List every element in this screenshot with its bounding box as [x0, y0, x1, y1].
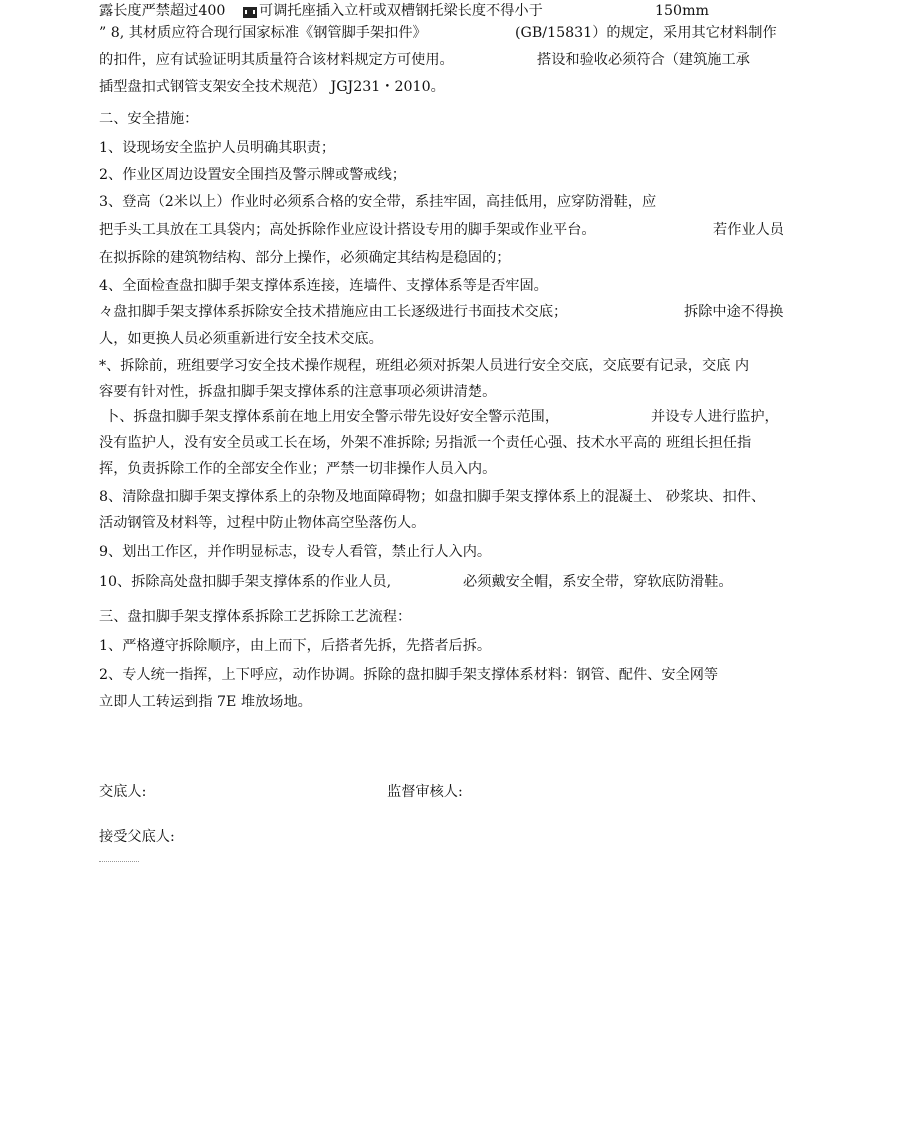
- text-segment: 1、设现场安全监护人员明确其职责；: [99, 140, 336, 156]
- text-segment: 三、盘扣脚手架支撑体系拆除工艺拆除工艺流程：: [99, 609, 412, 625]
- text-segment: 插型盘扣式钢管支架安全技术规范） JGJ231・2010。: [99, 79, 445, 95]
- text-segment: 交底人:: [99, 784, 147, 800]
- text-segment: 8、清除盘扣脚手架支撑体系上的杂物及地面障碍物；如盘扣脚手架支撑体系上的混凝土、 砂浆块、扣件、: [99, 489, 766, 505]
- text-segment: 没有监护人，没有安全员或工长在场，外架不准拆除; 另指派一个责任心强、技术水平高的 班组长担任指: [99, 435, 752, 451]
- reviewer-label: [387, 783, 463, 837]
- text-segment: 活动钢管及材料等，过程中防止物体高空坠落伤人。: [99, 515, 426, 531]
- text-segment: 接受父底人:: [99, 829, 175, 845]
- text-segment: 々盘扣脚手架支撑体系拆除安全技术措施应由工长逐级进行书面技术交底；: [99, 304, 568, 320]
- text-segment: 容要有针对性，拆盘扣脚手架支撑体系的注意事项必须讲清楚。: [99, 384, 497, 400]
- text-segment: 挥，负责拆除工作的全部安全作业；严禁一切非操作人员入内。: [99, 461, 497, 477]
- text-segment: 4、全面检查盘扣脚手架支撑体系连接，连墙件、支撑体系等是否牢固。: [99, 278, 548, 294]
- text-segment: 拆除中途不得换: [684, 304, 784, 320]
- mm-icon: [241, 4, 259, 22]
- text-segment: 露长度严禁超过400: [99, 3, 226, 19]
- text-segment: 人，如更换人员必须重新进行安全技术交底。: [99, 331, 383, 347]
- signature-divider: [99, 860, 139, 862]
- text-segment: 搭设和验收必须符合（建筑施工承: [537, 52, 750, 68]
- text-segment: 立即人工转运到指 7E 堆放场地。: [99, 694, 312, 710]
- text-segment: 必须戴安全帽，系安全带，穿软底防滑鞋。: [463, 574, 733, 590]
- text-segment: 并设专人进行监护，: [651, 409, 779, 425]
- text-segment: 可调托座插入立杆或双槽钢托梁长度不得小于: [259, 3, 543, 19]
- text-segment: 把手头工具放在工具袋内；高处拆除作业应设计搭设专用的脚手架或作业平台。: [99, 222, 596, 238]
- text-segment: ” 8, 其材质应符合现行国家标准《钢管脚手架扣件》: [99, 25, 427, 41]
- text-segment: (GB/15831）的规定，采用其它材料制作: [515, 25, 777, 41]
- text-segment: 1、严格遵守拆除顺序，由上而下，后搭者先拆，先搭者后拆。: [99, 638, 492, 654]
- text-segment: 卜、拆盘扣脚手架支撑体系前在地上用安全警示带先设好安全警示范围，: [105, 409, 560, 425]
- text-segment: *、拆除前，班组要学习安全技术操作规程，班组必须对拆架人员进行安全交底，交底要有记录，交底 内: [99, 358, 750, 374]
- text-segment: 3、登高（2米以上）作业时必须系合格的安全带，系挂牢固，高挂低用，应穿防滑鞋，应: [99, 194, 657, 210]
- text-segment: 在拟拆除的建筑物结构、部分上操作，必须确定其结构是稳固的；: [99, 250, 511, 266]
- text-segment: 2、专人统一指挥，上下呼应，动作协调。拆除的盘扣脚手架支撑体系材料：钢管、配件、安全网等: [99, 667, 719, 683]
- text-line: [99, 693, 312, 747]
- text-segment: 9、划出工作区，并作明显标志，设专人看管，禁止行人入内。: [99, 544, 492, 560]
- receiver-label: [99, 828, 175, 882]
- text-segment: 10、拆除高处盘扣脚手架支撑体系的作业人员,: [99, 574, 392, 590]
- text-segment: 监督审核人:: [387, 784, 463, 800]
- text-segment: 2、作业区周边设置安全围挡及警示牌或警戒线；: [99, 167, 406, 183]
- text-segment: 的扣件，应有试验证明其质量符合该材料规定方可使用。: [99, 52, 454, 68]
- text-segment: 二、安全措施：: [99, 111, 199, 127]
- text-segment: 若作业人员: [713, 222, 784, 238]
- text-segment: 150mm: [655, 3, 709, 19]
